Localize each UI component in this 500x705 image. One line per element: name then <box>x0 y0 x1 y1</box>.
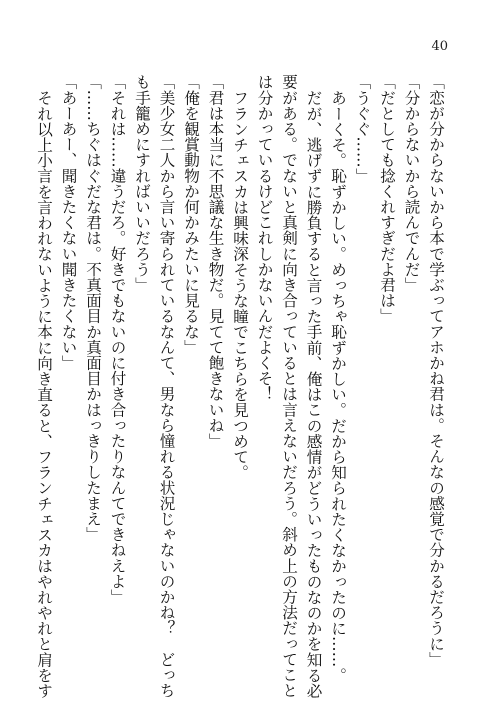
text-line-10: 「君は本当に不思議な生き物だ。見てて飽きないね」 <box>206 74 225 449</box>
text-line-7: 要がある。でないと真剣に向き合っているとは言えないだろう。斜め上の方法だってこと <box>280 74 298 698</box>
text-line-6: だが、逃げずに勝負すると言った手前、俺はこの感情がどういったものなのかを知る必 <box>304 89 323 698</box>
text-line-3: 「だとしても捻くれすぎだよ君は」 <box>378 74 396 324</box>
text-line-9: フランチェスカは興味深そうな瞳でこちらを見つめて。 <box>231 89 249 480</box>
text-line-12: 「美少女二人から言い寄られているなんて、男なら憧れる状況じゃないのかね？ どっち <box>157 74 176 698</box>
text-line-15: 「……ちぐはぐだな君は。不真面目か真面目かはっきりしたまえ」 <box>84 74 102 542</box>
text-line-13: も手籠めにすればいいだろう」 <box>133 74 151 293</box>
text-line-14: 「それは……違うだろ。好きでもないのに付き合ったりなんてできねえよ」 <box>108 74 127 605</box>
vertical-text-block <box>32 74 449 698</box>
text-line-1: 「恋が分からないから本で学ぶってアホかね君は。そんなの感覚で分かるだろうに」 <box>427 74 445 667</box>
text-line-2: 「分からないから読んでんだ」 <box>402 74 421 293</box>
text-line-4: 「うぐぐ……」 <box>353 74 372 184</box>
page-number: 40 <box>431 39 448 54</box>
text-line-5: あーくそ。恥ずかしい。めっちゃ恥ずかしい。だから知られたくなかったのに……。 <box>329 89 347 683</box>
text-line-16: 「あーあー、聞きたくない聞きたくない」 <box>59 74 78 371</box>
text-line-8: は分かっているけどこれしかないんだよくそ！ <box>255 74 274 402</box>
text-line-17: それ以上小言を言われないように本に向き直ると、フランチェスカはやれやれと肩をす <box>35 89 53 698</box>
text-line-11: 「俺を観賞動物か何かみたいに見るな」 <box>182 74 200 355</box>
